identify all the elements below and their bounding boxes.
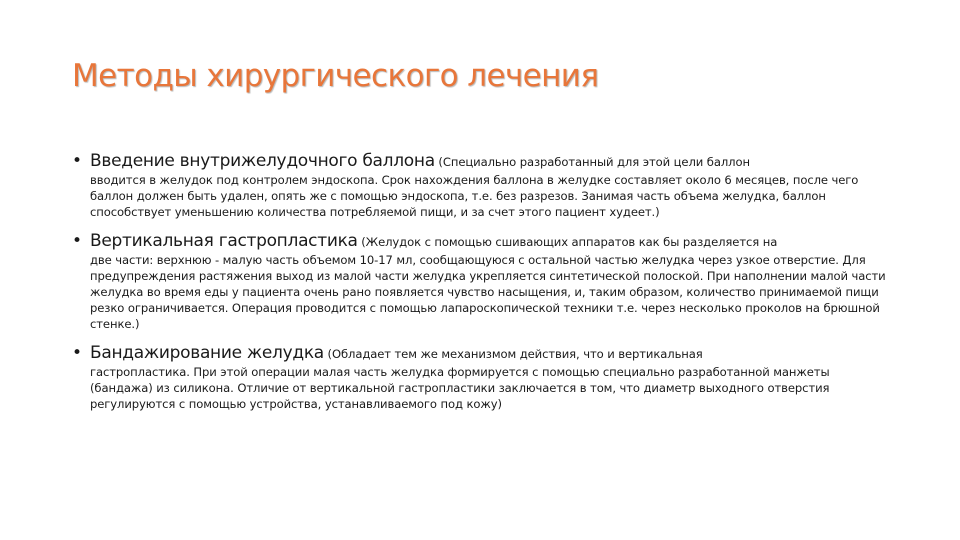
list-item-body: вводится в желудок под контролем эндоскопа. Срок нахождения баллона в желудке составляет около 6 месяцев, после чего баллон должен быть удален, опять же с помощью эндоскопа, т.е. без разрезов. Занимая часть объема желудка, баллон способствует уменьшению количества потребляемой пищи, и за счет этого пациент худеет.): [90, 173, 859, 219]
list-item-heading: Введение внутрижелудочного баллона: [90, 151, 435, 171]
bullet-icon: •: [72, 231, 83, 251]
bullet-icon: •: [72, 343, 83, 363]
list-item-heading: Бандажирование желудка: [90, 343, 324, 363]
list-item-lead: (Специально разработанный для этой цели баллон: [434, 155, 750, 169]
list-item: [72, 230, 892, 332]
list-item-body: гастропластика. При этой операции малая часть желудка формируется с помощью специально разработанной манжеты (бандажа) из силикона. Отличие от вертикальной гастропластики заключается в том, что диаметр выходного отверстия регулируются с помощью устройства, устанавливаемого под кожу): [90, 365, 830, 411]
list-item: [72, 150, 892, 220]
list-item: [72, 342, 892, 412]
bullet-list: [72, 150, 892, 422]
list-item-text: [90, 230, 892, 332]
list-item-text: [90, 342, 892, 412]
list-item-lead: (Желудок с помощью сшивающих аппаратов как бы разделяется на: [357, 235, 778, 249]
list-item-heading: Вертикальная гастропластика: [90, 231, 358, 251]
list-item-text: [90, 150, 892, 220]
list-item-body: две части: верхнюю - малую часть объемом 10-17 мл, сообщающуюся с остальной частью желудка через узкое отверстие. Для предупреждения растяжения выход из малой части желудка укрепляется синтетической полоской. При наполнении малой части желудка во время еды у пациента очень рано появляется чувство насыщения, и, таким образом, количество принимаемой пищи резко ограничивается. Операция проводится с помощью лапароскопической техники т.е. через несколько проколов на брюшной стенке.): [90, 253, 886, 331]
bullet-icon: •: [72, 151, 83, 171]
slide-title: Методы хирургического лечения: [72, 58, 599, 94]
list-item-lead: (Обладает тем же механизмом действия, что и вертикальная: [323, 347, 703, 361]
